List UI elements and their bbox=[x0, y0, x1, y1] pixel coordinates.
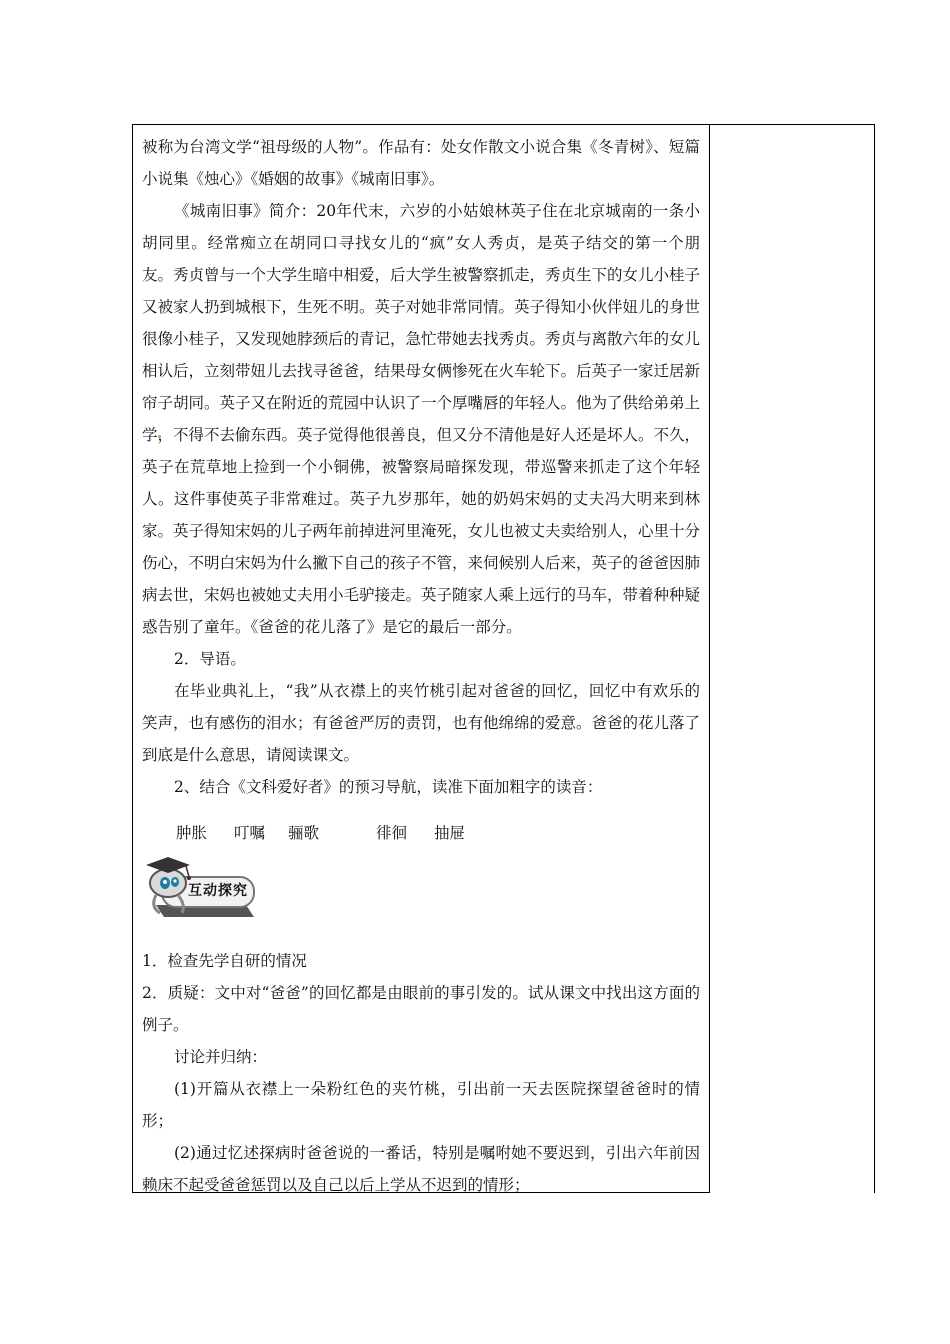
intro-paragraph: 在毕业典礼上，“我”从衣襟上的夹竹桃引起对爸爸的回忆，回忆中有欢乐的笑声，也有感伤的泪水；有爸爸严厉的责罚，也有他绵绵的爱意。爸爸的花儿落了到底是什么意思，请阅读课文。 bbox=[142, 682, 701, 764]
table-border-right bbox=[874, 124, 875, 1193]
reading-word: 抽屉 bbox=[434, 824, 466, 842]
reading-word: 肿胀 bbox=[176, 824, 208, 842]
answer-2: (2)通过忆述探病时爸爸说的一番话，特别是嘱咐她不要迟到，引出六年前因赖床不起受爸爸惩罚以及自己以后上学从不迟到的情形； bbox=[142, 1144, 700, 1194]
main-cell-content bbox=[142, 131, 700, 1201]
discussion-heading: 讨论并归纳： bbox=[174, 1048, 268, 1066]
question-2: 2．质疑：文中对“爸爸”的回忆都是由眼前的事引发的。试从课文中找出这方面的例子。 bbox=[142, 984, 700, 1034]
author-works-paragraph: 被称为台湾文学“祖母级的人物”。作品有：处女作散文小说合集《冬青树》、短篇小说集《烛心》《婚姻的故事》《城南旧事》。 bbox=[142, 138, 700, 188]
pronunciation-words bbox=[176, 817, 700, 849]
table-border-top bbox=[132, 124, 875, 125]
answer-1: (1)开篇从衣襟上一朵粉红色的夹竹桃，引出前一天去医院探望爸爸时的情形； bbox=[142, 1080, 700, 1130]
question-1: 1．检查先学自研的情况 bbox=[142, 952, 307, 970]
reading-word: 徘徊 bbox=[376, 824, 408, 842]
intro-heading: 2．导语。 bbox=[174, 650, 246, 668]
pronunciation-instruction: 2、结合《文科爱好者》的预习导航，读准下面加粗字的读音： bbox=[174, 778, 603, 796]
reading-word: 骊歌 bbox=[288, 824, 320, 842]
banner-label: 互动探究 bbox=[188, 883, 248, 899]
book-summary-paragraph: 《城南旧事》简介：20年代末，六岁的小姑娘林英子住在北京城南的一条小胡同里。经常痴立在胡同口寻找女儿的“疯”女人秀贞，是英子结交的第一个朋友。秀贞曾与一个大学生暗中相爱，后大学生被警察抓走，秀贞生下的女儿小桂子又被家人扔到城根下，生死不明。英子对她非常同情。英子得知小伙伴妞儿的身世很像小桂子，又发现她脖颈后的青记，急忙带她去找秀贞。秀贞与离散六年的女儿相认后，立刻带妞儿去找寻爸爸，结果母女俩惨死在火车轮下。后英子一家迁居新帘子胡同。英子又在附近的荒园中认识了一个厚嘴唇的年轻人。他为了供给弟弟上学，不得不去偷东西。英子觉得他很善良，但又分不清他是好人还是坏人。不久，英子在荒草地上捡到一个小铜佛，被警察局暗探发现，带巡警来抓走了这个年轻人。这件事使英子非常难过。英子九岁那年，她的奶妈宋妈的丈夫冯大明来到林家。英子得知宋妈的儿子两年前掉进河里淹死，女儿也被丈夫卖给别人，心里十分伤心，不明白宋妈为什么撇下自己的孩子不管，来伺候别人后来，英子的爸爸因肺病去世，宋妈也被她丈夫用小毛驴接走。英子随家人乘上远行的马车，带着种种疑惑告别了童年。《爸爸的花儿落了》是它的最后一部分。 bbox=[142, 202, 701, 636]
reading-word: 叮嘱 bbox=[234, 824, 266, 842]
table-border-left bbox=[132, 124, 133, 1193]
table-column-divider bbox=[709, 124, 710, 1193]
section-banner bbox=[142, 855, 700, 933]
